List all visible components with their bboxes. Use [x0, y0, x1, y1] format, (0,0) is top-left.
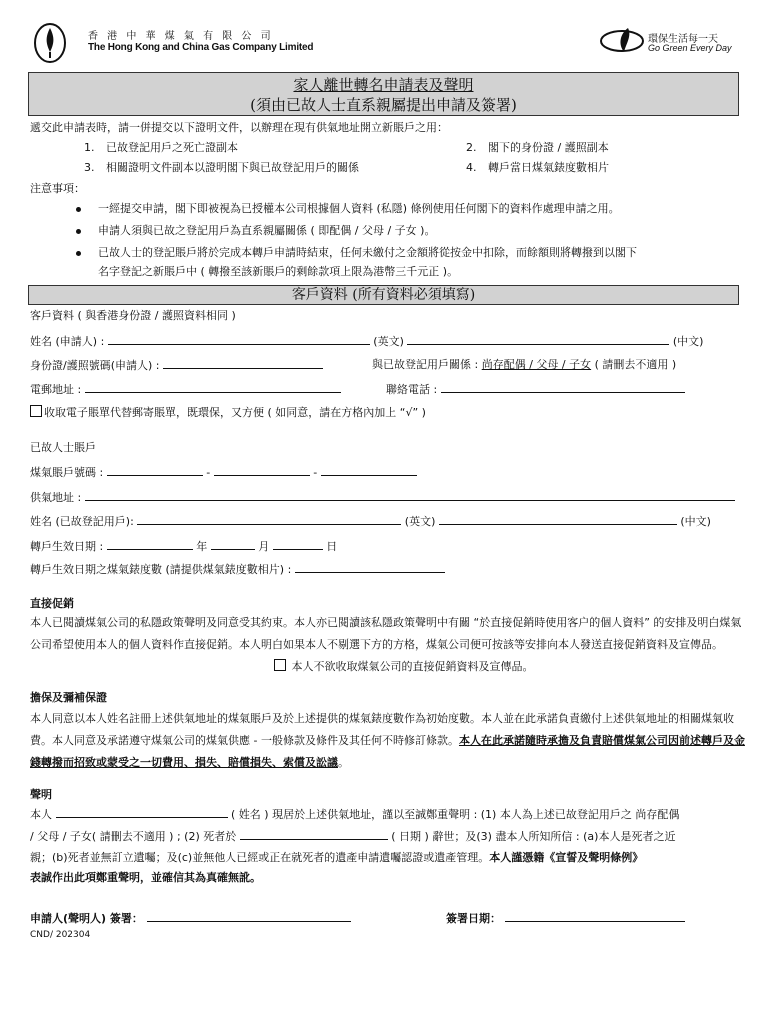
note-3-cont: 名字登記之新賬戶中 ( 轉撥至該新賬戶的剩餘款項上限為港幣三千元正 )。	[98, 265, 459, 278]
form-code: CND/ 202304	[30, 930, 91, 940]
meter-reading-field[interactable]	[295, 561, 445, 573]
applicant-zh-label: (中文)	[672, 335, 704, 348]
doc-text-3: 相關證明文件副本以證明閣下與已故登記用戶的關係	[106, 161, 359, 174]
doc-num-1: 1.	[84, 141, 95, 154]
bullet-1	[76, 207, 81, 212]
email-label: 電郵地址 :	[30, 383, 82, 396]
declaration-p4: 表誠作出此項鄭重聲明，並確信其為真確無訛。	[30, 871, 261, 884]
signature-field[interactable]	[147, 910, 351, 922]
note-2: 申請人須與已故之登記用戶為直系親屬關係 ( 即配偶 / 父母 / 子女 )。	[98, 224, 436, 237]
guarantee-title: 擔保及彌補保證	[30, 691, 107, 704]
applicant-name-label: 姓名 (申請人) :	[30, 335, 105, 348]
guarantee-body-bold: 本人在此承諾隨時承擔及負責賠償煤氣公司因前述轉戶及金錢轉撥而招致或蒙受之一切費用、損失、賠償損失、索償及訟議	[30, 734, 745, 769]
day-label: 日	[326, 540, 338, 553]
effective-day-field[interactable]	[273, 538, 323, 550]
deceased-en-label: (英文)	[404, 515, 436, 528]
sign-date-field[interactable]	[505, 910, 685, 922]
go-green-logo	[598, 26, 646, 54]
phone-field[interactable]	[441, 381, 685, 393]
relation-note: ( 請刪去不適用 )	[594, 358, 677, 371]
deceased-name-label: 姓名 (已故登記用戶):	[30, 515, 134, 528]
company-name-en: The Hong Kong and China Gas Company Limited	[88, 42, 314, 53]
supply-address-field[interactable]	[85, 489, 735, 501]
intro-text: 遞交此申請表時，請一併提交以下證明文件，以辦理在現有供氣地址開立新賬戶之用：	[30, 121, 448, 134]
declaration-p1b: ( 姓名 ) 現居於上述供氣地址，謹以至誠鄭重聲明 : (1) 本人為上述已故登記用戶之 尚存配偶	[231, 808, 680, 821]
applicant-name-en-field[interactable]	[108, 333, 370, 345]
note-3: 已故人士的登記賬戶將於完成本轉戶申請時結束，任何未繳付之金額將從按金中扣除，而餘額則將轉撥到以閣下	[98, 246, 637, 259]
slogan-zh: 環保生活每一天	[648, 34, 718, 45]
effective-date-label: 轉戶生效日期 :	[30, 540, 104, 553]
account-dash-1: -	[206, 466, 211, 479]
deceased-zh-label: (中文)	[680, 515, 711, 528]
guarantee-end: 。	[338, 756, 349, 769]
account-number-part2[interactable]	[214, 464, 310, 476]
deceased-name-zh-field[interactable]	[439, 513, 677, 525]
doc-num-3: 3.	[84, 161, 95, 174]
email-field[interactable]	[85, 381, 341, 393]
optout-text: 本人不欲收取煤氣公司的直接促銷資料及宣傳品。	[291, 660, 534, 673]
slogan-en: Go Green Every Day	[648, 43, 732, 53]
applicant-name-zh-field[interactable]	[407, 333, 669, 345]
death-date-field[interactable]	[240, 828, 388, 840]
account-number-part1[interactable]	[107, 464, 203, 476]
applicant-id-label: 身份證/護照號碼(申請人) :	[30, 359, 160, 372]
guarantee-body	[30, 708, 746, 774]
direct-marketing-body: 本人已閱讀煤氣公司的私隱政策聲明及同意受其約束。本人亦已閱讀該私隱政策聲明中有關 “於直接促銷時使用客户的個人資料” 的安排及明白煤氣公司希望使用本人的個人資料作直接促銷。本人明白如果本人不剔選下方的方格，煤氣公司便可按該等安排向本人發送直接促銷資料及宣傳品。	[30, 616, 742, 651]
declaration-p3-bold: 本人謹憑籍《宣誓及聲明條例》	[489, 851, 644, 864]
bullet-3	[76, 251, 81, 256]
doc-text-4: 轉戶當日煤氣錶度數相片	[488, 161, 609, 174]
account-number-part3[interactable]	[321, 464, 417, 476]
phone-label: 聯絡電話 :	[386, 383, 438, 396]
effective-year-field[interactable]	[107, 538, 193, 550]
ebill-checkbox[interactable]	[30, 405, 42, 417]
account-number-label: 煤氣賬戶號碼 :	[30, 466, 104, 479]
year-label: 年	[196, 540, 208, 553]
company-name-zh: 香 港 中 華 煤 氣 有 限 公 司	[88, 31, 274, 42]
doc-text-1: 已故登記用戶之死亡證副本	[106, 141, 238, 154]
form-subtitle: (須由已故人士直系親屬提出申請及簽署)	[250, 96, 517, 114]
signature-label: 申請人(聲明人) 簽署：	[30, 912, 143, 925]
direct-marketing-title: 直接促銷	[30, 597, 74, 610]
optout-checkbox[interactable]	[274, 659, 286, 671]
declaration-p3: 親；(b)死者並無訂立遺囑；及(c)並無他人已經或正在就死者的遺產申請遺囑認證或遺產管理。	[30, 851, 490, 864]
notes-title: 注意事項：	[30, 182, 85, 195]
customer-subtitle: 客戶資料 ( 與香港身份證 / 護照資料相同 )	[30, 309, 236, 322]
deceased-name-en-field[interactable]	[137, 513, 401, 525]
doc-num-2: 2.	[466, 141, 477, 154]
account-dash-2: -	[313, 466, 318, 479]
supply-address-label: 供氣地址 :	[30, 491, 82, 504]
guarantee-body-plain: 本人同意以本人姓名註冊上述供氣地址的煤氣賬戶及於上述提供的煤氣錶度數作為初始度數。本人並在此承諾負責繳付上述供氣地址的相關煤氣收費。本人同意及承諾遵守煤氣公司的煤氣供應 - 一般條款及條件及其任何不時修訂條款。	[30, 712, 734, 747]
doc-text-2: 閣下的身份證 / 護照副本	[488, 141, 609, 154]
ebill-text: 收取電子賬單代替郵寄賬單，既環保，又方便 ( 如同意，請在方格內加上 “√” )	[44, 406, 426, 419]
form-title: 家人離世轉名申請表及聲明	[293, 76, 474, 94]
declarant-name-field[interactable]	[56, 806, 228, 818]
towngas-flame-logo	[33, 22, 67, 64]
effective-month-field[interactable]	[211, 538, 255, 550]
declaration-p2b: ( 日期 ) 辭世；及(3) 盡本人所知所信 : (a)本人是死者之近	[391, 830, 676, 843]
customer-section-header: 客戶資料 (所有資料必須填寫)	[28, 285, 739, 305]
doc-num-4: 4.	[466, 161, 477, 174]
deceased-section-title: 已故人士賬戶	[30, 441, 96, 454]
relation-options[interactable]: 尚存配偶 / 父母 / 子女	[481, 358, 592, 371]
month-label: 月	[258, 540, 270, 553]
declaration-p2a: / 父母 / 子女( 請刪去不適用 ) ; (2) 死者於	[30, 830, 237, 843]
meter-reading-label: 轉戶生效日期之煤氣錶度數 (請提供煤氣錶度數相片) :	[30, 563, 292, 576]
declaration-title: 聲明	[30, 788, 52, 801]
sign-date-label: 簽署日期：	[446, 912, 501, 925]
form-title-box	[28, 72, 739, 116]
applicant-en-label: (英文)	[373, 335, 404, 348]
applicant-id-field[interactable]	[163, 357, 323, 369]
bullet-2	[76, 229, 81, 234]
note-1: 一經提交申請，閣下即被視為已授權本公司根據個人資料 (私隱) 條例使用任何閣下的資料作處理申請之用。	[98, 202, 620, 215]
relation-label: 與已故登記用戶關係 :	[372, 358, 479, 371]
declaration-p1a: 本人	[30, 808, 52, 821]
